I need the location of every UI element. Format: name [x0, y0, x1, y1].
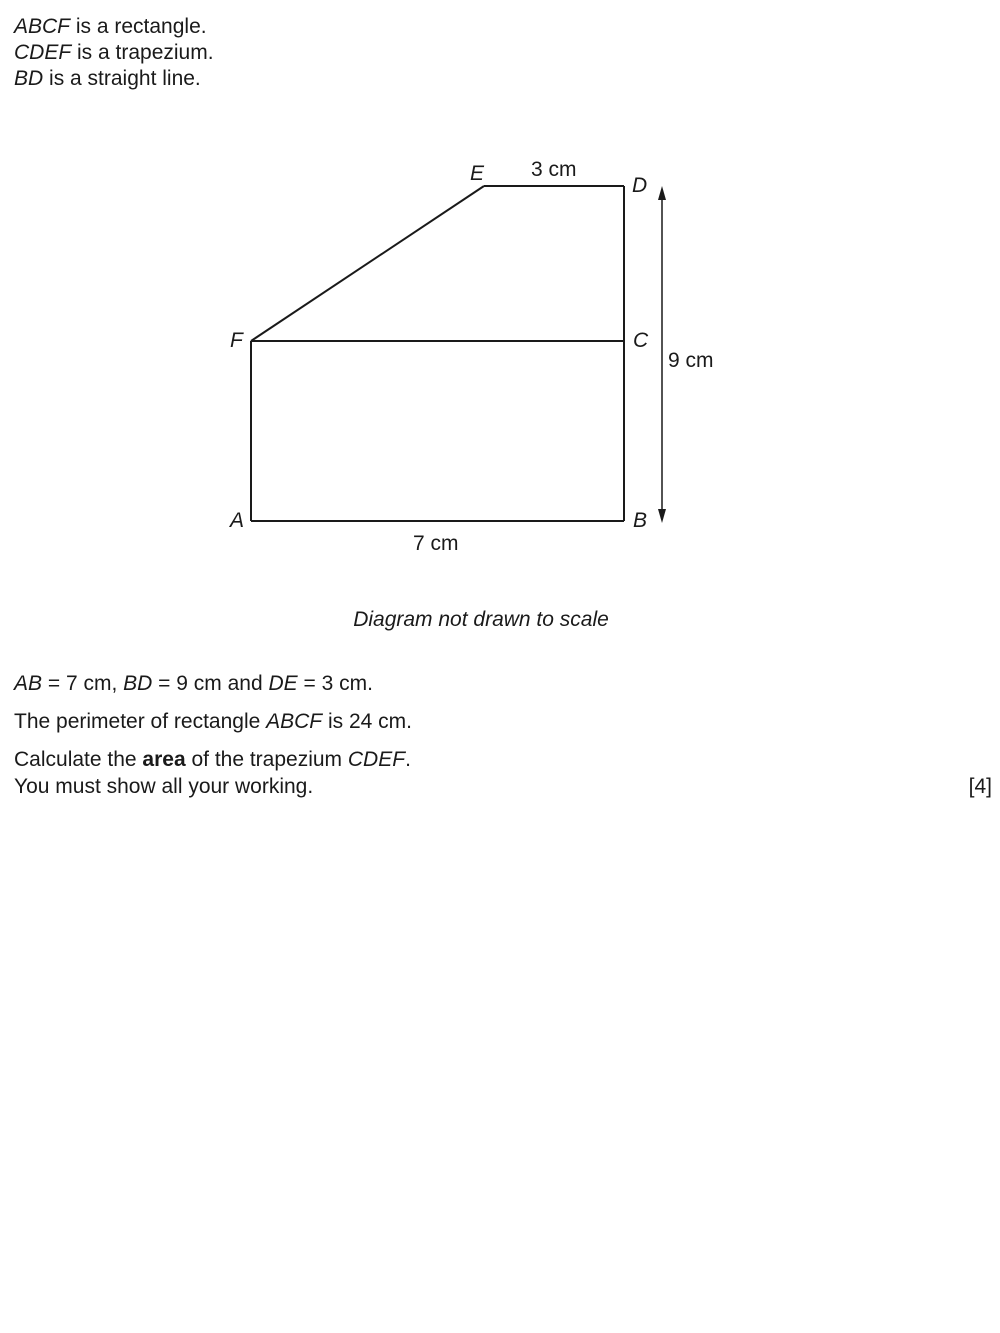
- perimeter-statement: The perimeter of rectangle ABCF is 24 cm.: [14, 710, 412, 733]
- point-label-d: D: [632, 174, 648, 197]
- arrowhead-down: [658, 509, 666, 523]
- length-label-ed: 3 cm: [531, 158, 577, 181]
- statement-trapezium: CDEF is a trapezium.: [14, 41, 214, 64]
- diagram-caption: Diagram not drawn to scale: [353, 608, 609, 631]
- length-label-ab: 7 cm: [413, 532, 459, 555]
- geometry-diagram: [0, 0, 1000, 600]
- edge-fe: [251, 186, 484, 341]
- statement-straight-line: BD is a straight line.: [14, 67, 201, 90]
- arrowhead-up: [658, 186, 666, 200]
- point-label-a: A: [230, 509, 245, 532]
- given-lengths: AB = 7 cm, BD = 9 cm and DE = 3 cm.: [14, 672, 373, 695]
- point-label-b: B: [633, 509, 648, 532]
- point-label-e: E: [470, 162, 485, 185]
- point-label-c: C: [633, 329, 649, 352]
- working-instruction: You must show all your working.: [14, 775, 314, 798]
- question-prompt: Calculate the area of the trapezium CDEF.: [14, 748, 411, 771]
- marks-allocation: [4]: [968, 775, 992, 798]
- length-label-bd: 9 cm: [668, 349, 714, 372]
- statement-rectangle: ABCF is a rectangle.: [14, 15, 207, 38]
- point-label-f: F: [230, 329, 243, 352]
